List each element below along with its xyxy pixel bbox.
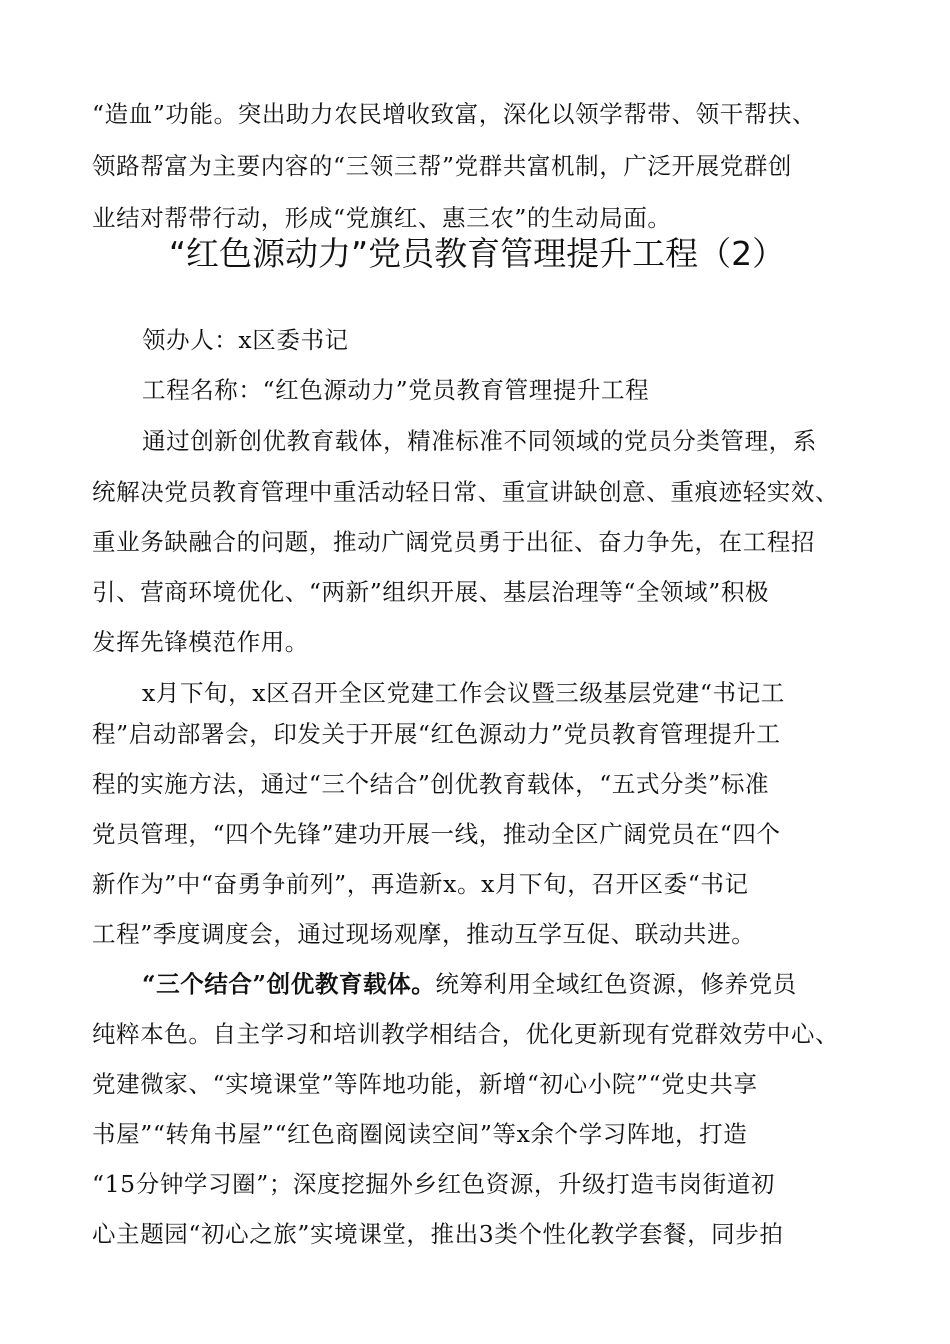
paragraph3-heading: “三个结合”创优教育载体。 — [142, 970, 436, 998]
paragraph3-first-line-text: 统筹利用全域红色资源，修养党员 — [435, 970, 797, 998]
paragraph2-line-3: 程的实施方法，通过“三个结合”创优教育载体，“五式分类”标准 — [92, 770, 770, 798]
paragraph2-line-2: 程”启动部署会，印发关于开展“红色源动力”党员教育管理提升工 — [92, 720, 781, 748]
paragraph1-line-1: 通过创新创优教育载体，精准标准不同领域的党员分类管理，系 — [142, 427, 817, 455]
paragraph2-line-4: 党员管理，“四个先锋”建功开展一线，推动全区广阔党员在“四个 — [92, 820, 781, 848]
paragraph3-line-6: 心主题园“初心之旅”实境课堂，推出3类个性化教学套餐，同步拍 — [92, 1220, 784, 1248]
paragraph2-line-1: x月下旬，x区召开全区党建工作会议暨三级基层党建“书记工 — [142, 679, 785, 707]
paragraph1-line-3: 重业务缺融合的问题，推动广阔党员勇于出征、奋力争先，在工程招 — [92, 528, 815, 556]
paragraph2-line-6: 工程”季度调度会，通过现场观摩，推动互学互促、联动共进。 — [92, 920, 756, 948]
intro-line-2: 领路帮富为主要内容的“三领三帮”党群共富机制，广泛开展党群创 — [92, 152, 793, 180]
paragraph3-line-1 — [142, 967, 882, 1001]
intro-line-1: “造血”功能。突出助力农民增收致富，深化以领学帮带、领干帮扶、 — [92, 100, 817, 128]
paragraph3-line-3: 党建微家、“实境课堂”等阵地功能，新增“初心小院”“党史共享 — [92, 1070, 758, 1098]
paragraph3-line-5: “15分钟学习圈”；深度挖掘外乡红色资源，升级打造韦岗街道初 — [92, 1170, 775, 1198]
paragraph3-line-2: 纯粹本色。自主学习和培训教学相结合，优化更新现有党群效劳中心、 — [92, 1020, 840, 1048]
paragraph1-line-4: 引、营商环境优化、“两新”组织开展、基层治理等“全领域”积极 — [92, 578, 770, 606]
leader-line: 领办人：x区委书记 — [142, 326, 349, 354]
paragraph1-line-2: 统解决党员教育管理中重活动轻日常、重宣讲缺创意、重痕迹轻实效、 — [92, 478, 840, 506]
paragraph1-line-5: 发挥先锋模范作用。 — [92, 628, 309, 656]
intro-line-3: 业结对帮带行动，形成“党旗红、惠三农”的生动局面。 — [92, 204, 672, 232]
paragraph3-line-4: 书屋”“转角书屋”“红色商圈阅读空间”等x余个学习阵地，打造 — [92, 1120, 748, 1148]
project-name-line: 工程名称：“红色源动力”党员教育管理提升工程 — [142, 376, 650, 404]
paragraph2-line-5: 新作为”中“奋勇争前列”，再造新x。x月下旬，召开区委“书记 — [92, 870, 749, 898]
section-title: “红色源动力”党员教育管理提升工程（2） — [168, 234, 786, 273]
